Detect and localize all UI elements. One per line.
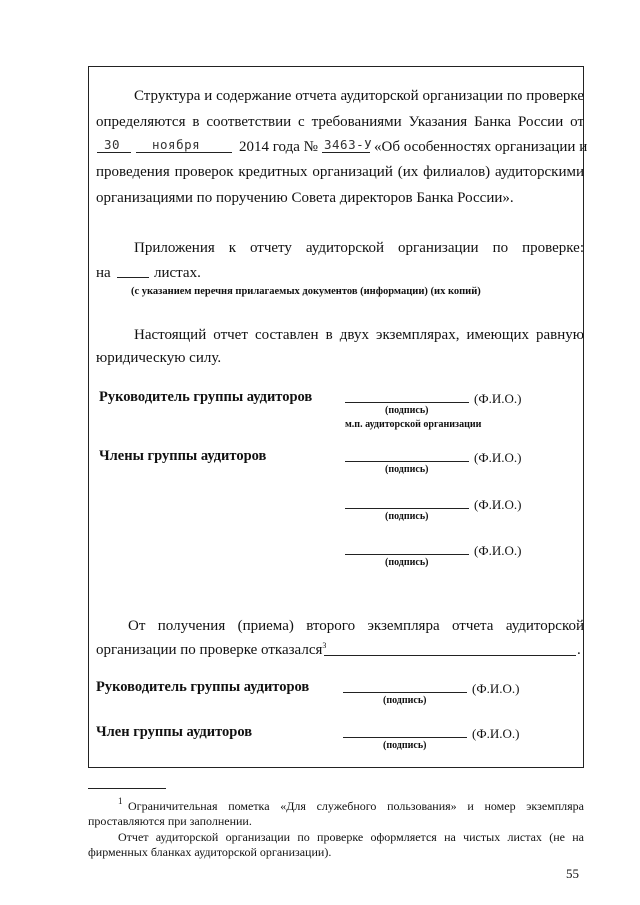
head-signature-line-2 [343,692,467,693]
footnote-2-line-1: Отчет аудиторской организации по проверке оформляется на чистых листах (не на [118,830,584,844]
head-sign-caption: (подпись) [385,405,429,416]
refusal-line-2: организации по проверке отказался$^3$ [96,641,327,658]
member-1-signature-line [345,461,469,462]
intro-line-5: организациями по поручению Совета директоров Банка России». [96,190,514,206]
sheets-blank [117,277,149,278]
footnote-1-mark: 1 [118,796,123,806]
refusal-line-1: От получения (приема) второго экземпляра отчета аудиторской [128,618,584,634]
head-fio-2: (Ф.И.О.) [472,681,520,696]
intro-line-2: определяются в соответствии с требованиями Указания Банка России от [96,114,584,130]
month-blank [136,152,232,153]
intro-line-4: проведения проверок кредитных организаций (их филиалов) аудиторскими [96,164,584,180]
head-fio: (Ф.И.О.) [474,391,522,406]
head-of-group-label: Руководитель группы аудиторов [99,389,313,405]
intro-line-3-rest: «Об особенностях организации и [374,139,588,155]
footnote-1-line-2: проставляются при заполнении. [88,814,252,828]
refusal-end: . [577,642,581,658]
month-value: ноября [152,137,201,152]
member-3-sign-caption: (подпись) [385,557,429,568]
page-number: 55 [566,866,579,881]
member-fio-2: (Ф.И.О.) [472,726,520,741]
head-sign-caption-2: (подпись) [383,695,427,706]
footnote-1-line-1: Ограничительная пометка «Для служебного пользования» и номер экземпляра [128,799,584,813]
appendix-suffix: листах. [154,265,201,281]
appendix-line-1: Приложения к отчету аудиторской организации по проверке: [134,240,584,256]
copies-line-1: Настоящий отчет составлен в двух экземплярах, имеющих равную [134,327,584,343]
member-signature-line-2 [343,737,467,738]
stamp-caption: м.п. аудиторской организации [345,419,482,430]
member-1-fio: (Ф.И.О.) [474,450,522,465]
day-value: 30 [104,137,121,152]
appendix-note: (с указанием перечня прилагаемых документов (информации) (их копий) [131,286,481,297]
member-sign-caption-2: (подпись) [383,740,427,751]
member-1-sign-caption: (подпись) [385,464,429,475]
footnote-2-line-2: фирменных бланках аудиторской организации). [88,845,332,859]
number-blank [322,152,370,153]
head-signature-line [345,402,469,403]
footnote-separator [88,788,166,789]
member-2-signature-line [345,508,469,509]
intro-line-1: Структура и содержание отчета аудиторской организации по проверке [134,88,584,104]
refusal-blank [324,655,576,656]
member-2-sign-caption: (подпись) [385,511,429,522]
footnote-3-mark: 3 [322,641,327,650]
member-2-fio: (Ф.И.О.) [474,497,522,512]
member-label-2: Член группы аудиторов [96,724,253,740]
year-text: 2014 года № [239,139,318,155]
member-3-fio: (Ф.И.О.) [474,543,522,558]
number-value: 3463-У [324,137,373,152]
copies-line-2: юридическую силу. [96,350,222,366]
day-blank [97,152,131,153]
head-of-group-label-2: Руководитель группы аудиторов [96,679,310,695]
members-label: Члены группы аудиторов [99,448,267,464]
appendix-prefix: на [96,265,111,281]
member-3-signature-line [345,554,469,555]
